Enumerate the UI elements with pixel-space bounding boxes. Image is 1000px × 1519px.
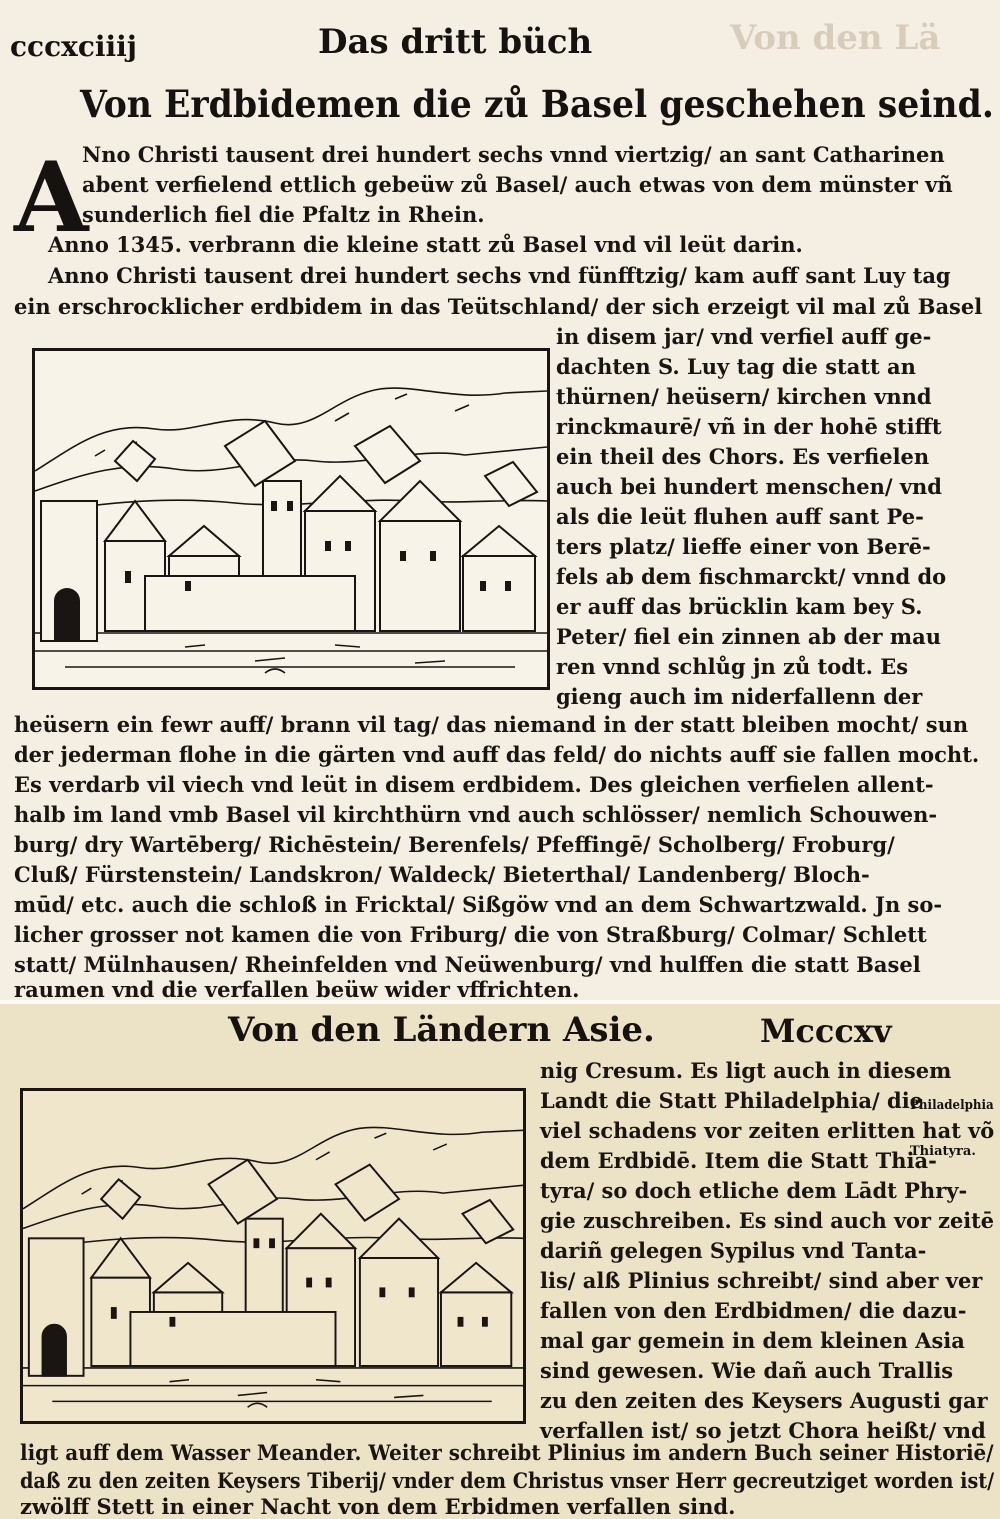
text-line: dachten S. Luy tag die statt an: [556, 354, 916, 379]
text-line: viel schadens vor zeiten erlitten hat võ: [540, 1118, 995, 1143]
text-line: gieng auch im niderfallenn der: [556, 684, 923, 709]
margin-note-thiatyra: Thiatyra.: [910, 1144, 976, 1159]
text-line: ein erschrocklicher erdbidem in das Teütschland/ der sich erzeigt vil mal zů Basel: [14, 294, 983, 319]
text-line: licher grosser not kamen die von Friburg/ die von Straßburg/ Colmar/ Schlett: [14, 922, 927, 947]
text-line: dem Erdbidē. Item die Statt Thia-: [540, 1148, 937, 1173]
text-line: halb im land vmb Basel vil kirchthürn vnd auch schlösser/ nemlich Schouwen-: [14, 802, 938, 827]
text-line: rinckmaurē/ vñ in der hohē stifft: [556, 414, 942, 439]
text-line: sind gewesen. Wie dañ auch Trallis: [540, 1358, 954, 1383]
earthquake-woodcut: [20, 1088, 526, 1424]
drop-cap: A: [14, 141, 89, 254]
folio-number: cccxciiij: [10, 30, 137, 63]
bottom-page: [0, 1004, 1000, 1519]
text-line: statt/ Mülnhausen/ Rheinfelden vnd Neüwenburg/ vnd hulffen die statt Basel: [14, 952, 921, 977]
text-line: als die leüt fluhen auff sant Pe-: [556, 504, 924, 529]
text-line: Cluß/ Fürstenstein/ Landskron/ Waldeck/ Bieterthal/ Landenberg/ Bloch-: [14, 862, 870, 887]
margin-note-philadelphia: Philadelphia: [910, 1098, 994, 1113]
text-line: Nno Christi tausent drei hundert sechs vnnd viertzig/ an sant Catharinen: [82, 142, 945, 167]
text-line: mal gar gemein in dem kleinen Asia: [540, 1328, 965, 1353]
text-line: Es verdarb vil viech vnd leüt in disem erdbidem. Des gleichen verfielen allent-: [14, 772, 934, 797]
text-line: daß zu den zeiten Keysers Tiberij/ vnder dem Christus vnser Herr gecreutziget worden ist/: [20, 1468, 995, 1493]
text-line: sunderlich fiel die Pfaltz in Rhein.: [82, 202, 485, 227]
earthquake-woodcut: [32, 348, 550, 690]
text-line: gie zuschreiben. Es sind auch vor zeitē: [540, 1208, 994, 1233]
folio-number: Mcccxv: [760, 1012, 892, 1050]
text-line: zu den zeiten des Keysers Augusti gar: [540, 1388, 988, 1413]
text-line: Peter/ fiel ein zinnen ab der mau: [556, 624, 942, 649]
text-line: zwölff Stett in einer Nacht von dem Erbidmen verfallen sind.: [20, 1494, 736, 1519]
running-head: Das dritt büch: [318, 22, 593, 62]
text-line: fels ab dem fischmarckt/ vnnd do: [556, 564, 947, 589]
text-line: er auff das brücklin kam bey S.: [556, 594, 923, 619]
text-line: ligt auff dem Wasser Meander. Weiter schreibt Plinius im andern Buch seiner Historiē/: [20, 1440, 994, 1465]
text-line: ren vnnd schlůg jn zů todt. Es: [556, 654, 909, 679]
text-line: mūd/ etc. auch die schloß in Fricktal/ Sißgöw vnd an dem Schwartzwald. Jn so-: [14, 892, 943, 917]
text-line: auch bei hundert menschen/ vnd: [556, 474, 942, 499]
text-line: raumen vnd die verfallen beüw wider vffrichten.: [14, 977, 580, 1000]
text-line: ein theil des Chors. Es verfielen: [556, 444, 930, 469]
text-line: burg/ dry Wartēberg/ Richēstein/ Berenfels/ Pfeffingē/ Scholberg/ Froburg/: [14, 832, 895, 857]
text-line: Anno 1345. verbrann die kleine statt zů Basel vnd vil leüt darin.: [48, 232, 803, 257]
text-line: ters platz/ lieffe einer von Berē-: [556, 534, 931, 559]
text-line: Anno Christi tausent drei hundert sechs vnd fünfftzig/ kam auff sant Luy tag: [48, 263, 951, 288]
chapter-headline: Von den Ländern Asie.: [228, 1010, 655, 1050]
text-line: nig Cresum. Es ligt auch in diesem: [540, 1058, 952, 1083]
chapter-headline: Von Erdbidemen die zů Basel geschehen seind.: [80, 82, 994, 126]
text-line: verfallen ist/ so jetzt Chora heißt/ vnd: [540, 1418, 986, 1443]
text-line: Landt die Statt Philadelphia/ die: [540, 1088, 924, 1113]
woodcut-illustration: [23, 1091, 523, 1421]
text-line: lis/ alß Plinius schreibt/ sind aber ver: [540, 1268, 983, 1293]
text-line: heüsern ein fewr auff/ brann vil tag/ das niemand in der statt bleiben mocht/ sun: [14, 712, 969, 737]
text-line: thürnen/ heüsern/ kirchen vnnd: [556, 384, 932, 409]
bleed-through-text: Von den Lä: [730, 18, 941, 58]
text-line: dariñ gelegen Sypilus vnd Tanta-: [540, 1238, 927, 1263]
woodcut-illustration: [35, 351, 547, 687]
text-line: fallen von den Erdbidmen/ die dazu-: [540, 1298, 967, 1323]
text-line: der jederman flohe in die gärten vnd auff das feld/ do nichts auff sie fallen mocht.: [14, 742, 980, 767]
text-line: tyra/ so doch etliche dem Lādt Phry-: [540, 1178, 968, 1203]
text-line: abent verfielend ettlich gebeüw zů Basel/ auch etwas von dem münster vñ: [82, 172, 953, 197]
text-line: in disem jar/ vnd verfiel auff ge-: [556, 324, 932, 349]
